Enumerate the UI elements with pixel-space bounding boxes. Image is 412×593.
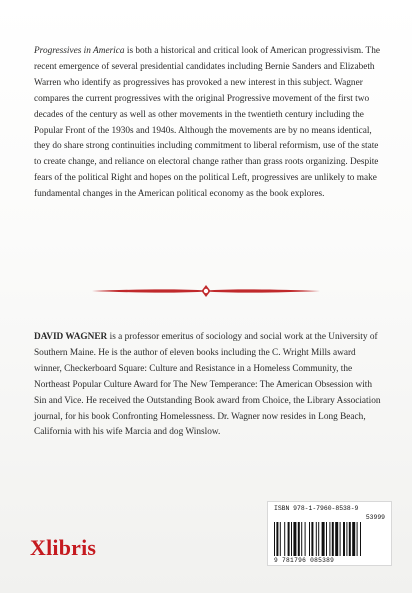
publisher-logo: Xlibris [30, 535, 97, 560]
decorative-divider [92, 283, 320, 299]
barcode-number: 9 781796 085389 [274, 557, 335, 564]
price-code: 53999 [365, 514, 385, 521]
blurb-text: is both a historical and critical look of American progressivism. The recent emergence of several presidential candidates including Bernie Sanders and Elizabeth Warren who identify as progressives has provoked a new interest in this subject. Wagner compares the current progressives with the original Progressive movement of the first two decades of the century as well as other movements in the twentieth century including the Popular Front of the 1930s and 1940s. Although the movements are by no means identical, they do share strong continuities including commitment to liberal reformism, use of the state to create change, and reliance on electoral change rather than grass roots organizing. Despite fears of the political Right and hopes on the political Left, progressives are unlikely to make fundamental changes in the American political economy as the book explores. [34, 46, 380, 200]
book-title: Progressives in America [34, 46, 125, 56]
barcode-bars [274, 522, 386, 556]
author-bio [34, 330, 382, 441]
book-blurb [34, 44, 382, 203]
author-bio-text: is a professor emeritus of sociology and social work at the University of Southern Maine. He is the author of eleven books including the C. Wright Mills award winner, Checkerboard Square: Culture and Resistance in a Homeless Community, the Northeast Popular Culture Award for The New Temperance: The American Obsession with Sin and Vice. He received the Outstanding Book award from Choice, the Library Association journal, for his book Confronting Homelessness. Dr. Wagner now resides in Long Beach, California with his wife Marcia and dog Winslow. [34, 332, 381, 438]
isbn-barcode [267, 501, 392, 566]
author-name: DAVID WAGNER [34, 332, 108, 342]
isbn-label: ISBN 978-1-7960-8538-9 [274, 505, 359, 512]
